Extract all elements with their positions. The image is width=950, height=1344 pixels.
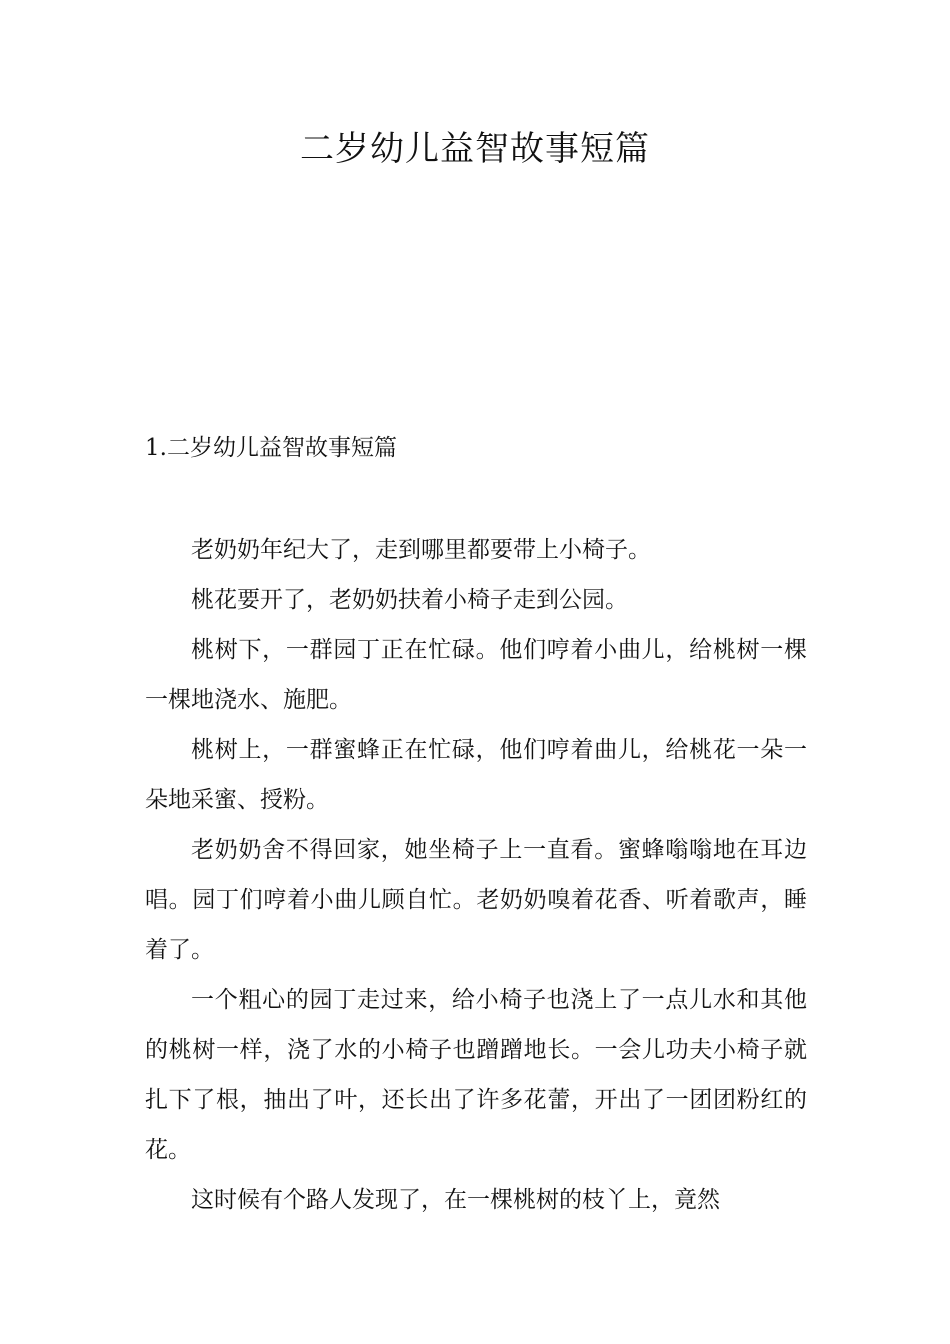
story-paragraph: 桃树上，一群蜜蜂正在忙碌，他们哼着曲儿，给桃花一朵一朵地采蜜、授粉。 — [145, 737, 807, 813]
story-paragraph: 这时候有个路人发现了，在一棵桃树的枝丫上，竟然 — [191, 1187, 720, 1213]
story-body — [145, 525, 807, 1225]
document-title: 二岁幼儿益智故事短篇 — [300, 129, 650, 169]
story-paragraph: 老奶奶舍不得回家，她坐椅子上一直看。蜜蜂嗡嗡地在耳边唱。园丁们哼着小曲儿顾自忙。老奶奶嗅着花香、听着歌声，睡着了。 — [145, 837, 807, 963]
story-paragraph: 老奶奶年纪大了，走到哪里都要带上小椅子。 — [191, 537, 651, 563]
section-heading: 1.二岁幼儿益智故事短篇 — [145, 435, 397, 461]
story-paragraph: 桃树下，一群园丁正在忙碌。他们哼着小曲儿，给桃树一棵一棵地浇水、施肥。 — [145, 637, 807, 713]
story-paragraph: 桃花要开了，老奶奶扶着小椅子走到公园。 — [191, 587, 628, 613]
story-paragraph: 一个粗心的园丁走过来，给小椅子也浇上了一点儿水和其他的桃树一样，浇了水的小椅子也蹭蹭地长。一会儿功夫小椅子就扎下了根，抽出了叶，还长出了许多花蕾，开出了一团团粉红的花。 — [145, 987, 807, 1163]
